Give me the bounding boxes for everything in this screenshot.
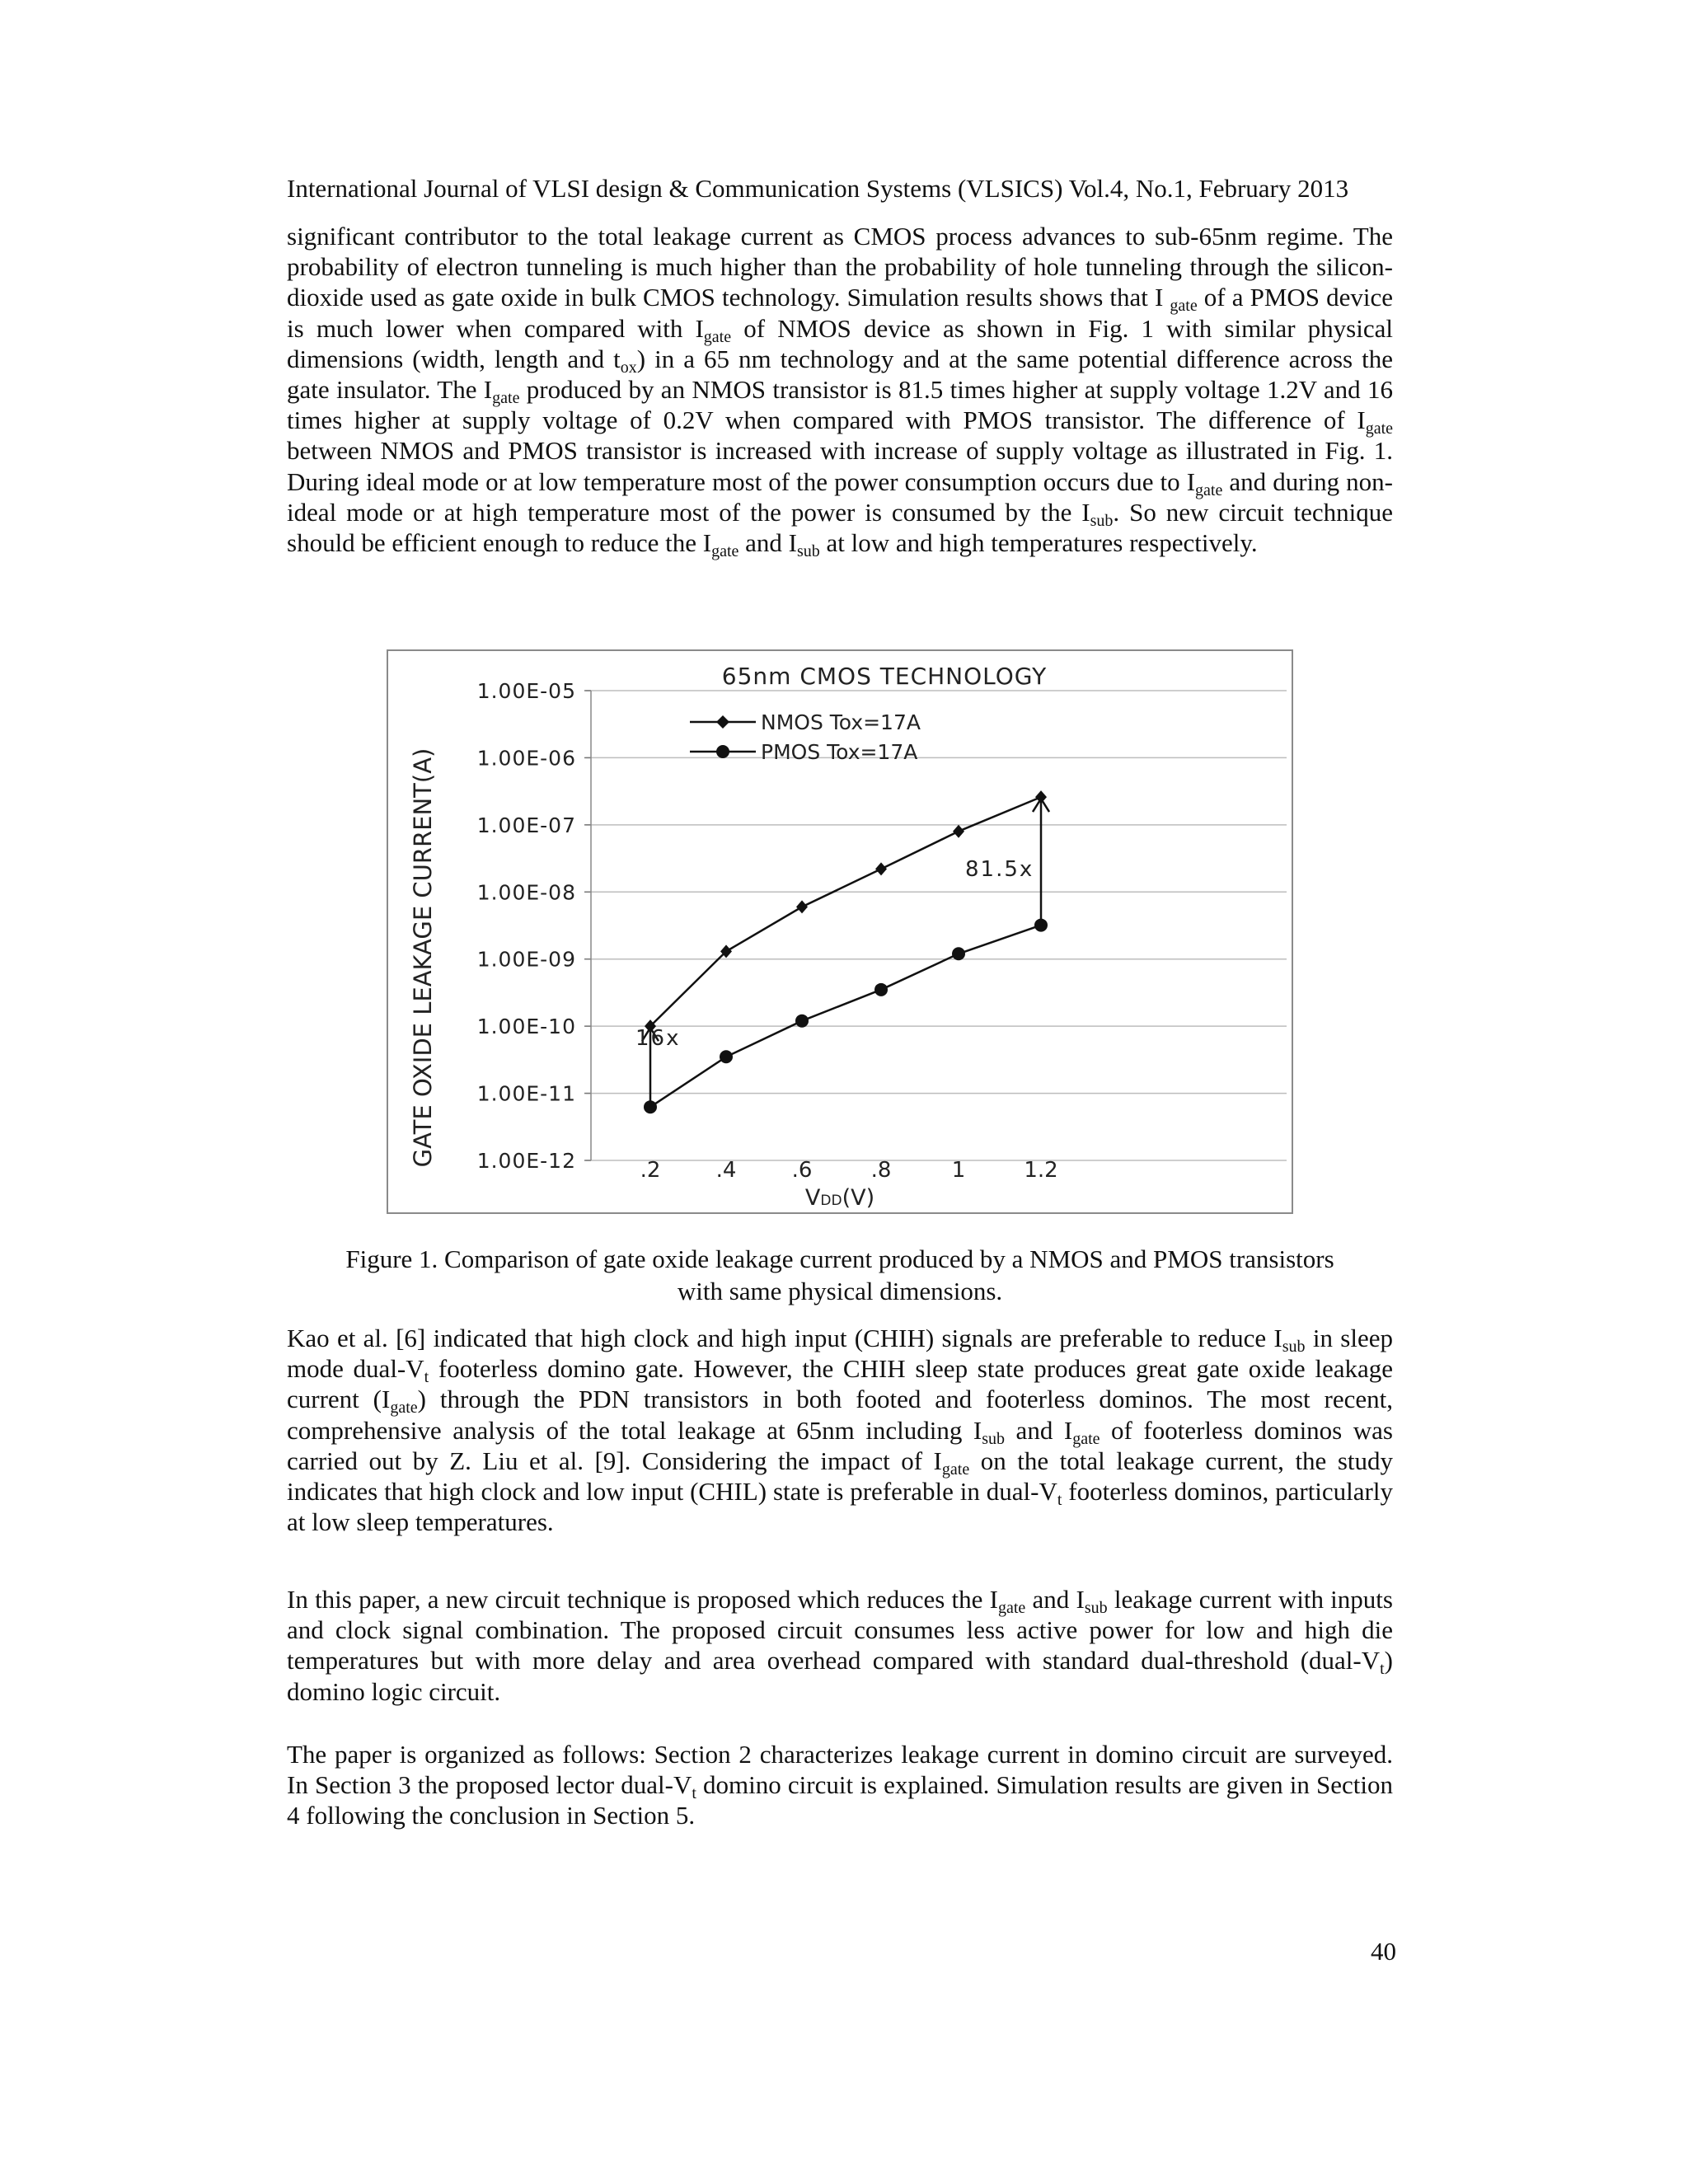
- x-tick-label: .2: [640, 1158, 661, 1183]
- chart-canvas: [388, 651, 1292, 1212]
- y-tick-label: 1.00E-12: [476, 1149, 576, 1173]
- y-tick-label: 1.00E-10: [476, 1015, 576, 1039]
- text-run: of a PMOS device is much lower when compared with I: [287, 283, 1393, 343]
- subscript: t: [1380, 1660, 1385, 1679]
- chart-title: 65nm CMOS TECHNOLOGY: [721, 663, 1048, 690]
- paragraph-related-work: [287, 1323, 1393, 1537]
- data-point-nmos: [875, 862, 887, 875]
- x-tick-label: .4: [715, 1158, 737, 1183]
- text-run: footerless domino gate. However, the CHIH sleep state produces great gate oxide leakage current (I: [287, 1354, 1393, 1414]
- subscript: sub: [1084, 1599, 1108, 1617]
- x-axis-label: [805, 1185, 874, 1211]
- data-point-nmos: [796, 900, 808, 913]
- data-point-pmos: [874, 983, 888, 996]
- legend-label: PMOS Tox=17A: [761, 740, 918, 764]
- text-run: and I: [738, 528, 797, 558]
- subscript: gate: [941, 1460, 970, 1479]
- subscript: gate: [1170, 297, 1198, 316]
- text-run: The paper is organized as follows: Section 2 characterizes leakage current in domino circuit are surveyed. In Section 3 the proposed lector dual-V: [287, 1740, 1393, 1800]
- y-tick-label: 1.00E-09: [476, 947, 576, 972]
- legend-marker-diamond: [716, 715, 729, 729]
- text-run: footerless dominos, particularly at low sleep temperatures.: [287, 1477, 1393, 1537]
- subscript: t: [424, 1368, 429, 1387]
- text-run: domino circuit is explained. Simulation results are given in Section 4 following the conclusion in Section 5.: [287, 1770, 1393, 1830]
- text-run: at low and high temperatures respectively.: [819, 528, 1258, 558]
- figure-1-chart: [387, 649, 1293, 1214]
- text-run: of NMOS device as shown in Fig. 1 with similar physical dimensions (width, length and t: [287, 313, 1393, 373]
- text-run: leakage current with inputs and clock signal combination. The proposed circuit consumes less active power for low and high die temperatures but with more delay and area overhead compared with standard dual-threshold (dual-V: [287, 1585, 1393, 1675]
- text-run: In this paper, a new circuit technique is proposed which reduces the I: [287, 1585, 998, 1614]
- data-point-pmos: [720, 1050, 733, 1063]
- subscript: sub: [796, 542, 820, 561]
- legend-marker-circle: [716, 745, 729, 758]
- subscript: gate: [997, 1599, 1026, 1617]
- x-tick-label: 1: [951, 1158, 966, 1183]
- x-axis-label-main: V: [804, 1185, 821, 1211]
- series-line-circle: [650, 926, 1041, 1108]
- x-axis-label-sub: DD: [820, 1193, 842, 1209]
- subscript: ox: [620, 358, 637, 377]
- text-run: of footerless dominos was carried out by Z. Liu et al. [9]. Considering the impact of I: [287, 1415, 1393, 1475]
- caption-line: Figure 1. Comparison of gate oxide leakage current produced by a NMOS and PMOS transistors: [345, 1244, 1334, 1273]
- page-number: 40: [1371, 1937, 1396, 1966]
- x-tick-label: .6: [791, 1158, 813, 1183]
- y-tick-label: 1.00E-05: [476, 679, 576, 703]
- subscript: gate: [492, 389, 520, 408]
- x-tick-label: .8: [870, 1158, 892, 1183]
- x-axis-label-unit: (V): [842, 1185, 875, 1211]
- subscript: gate: [703, 327, 732, 346]
- text-run: . So new circuit technique should be efficient enough to reduce the I: [287, 497, 1393, 558]
- text-run: significant contributor to the total leakage current as CMOS process advances to sub-65nm regime. The probability of electron tunneling is much higher than the probability of hole tunneling through the silicon- dioxide used as gate oxide in bulk CMOS technology. Simulation results shows that I: [287, 222, 1393, 312]
- paragraph-intro: [287, 221, 1393, 561]
- annotation-81-5x: 81.5x: [965, 857, 1034, 882]
- x-tick-label: 1.2: [1024, 1158, 1058, 1183]
- text-run: ) through the PDN transistors in both footed and footerless dominos. The most recent, comprehensive analysis of the total leakage at 65nm including I: [287, 1385, 1393, 1445]
- subscript: t: [692, 1784, 696, 1803]
- y-tick-label: 1.00E-11: [476, 1081, 576, 1106]
- annotation-16x: 16x: [635, 1026, 681, 1051]
- text-run: ) domino logic circuit.: [287, 1646, 1393, 1706]
- paragraph-organization: [287, 1739, 1393, 1831]
- y-tick-label: 1.00E-08: [476, 880, 576, 905]
- text-run: and I: [1005, 1415, 1073, 1445]
- text-run: on the total leakage current, the study indicates that high clock and low input (CHIL) state is preferable in dual-V: [287, 1446, 1394, 1507]
- subscript: t: [1057, 1491, 1062, 1510]
- data-point-pmos: [795, 1015, 809, 1028]
- subscript: gate: [1072, 1429, 1100, 1448]
- subscript: gate: [390, 1399, 418, 1418]
- text-run: and during non-ideal mode or at high temperature most of the power is consumed by the I: [287, 466, 1393, 527]
- text-run: Kao et al. [6] indicated that high clock and high input (CHIH) signals are preferable to reduce I: [287, 1324, 1282, 1352]
- subscript: sub: [1090, 511, 1114, 530]
- subscript: gate: [711, 542, 739, 561]
- text-run: between NMOS and PMOS transistor is increased with increase of supply voltage as illustrated in Fig. 1. During ideal mode or at low temperature most of the power consumption occurs due to I: [287, 436, 1393, 496]
- text-run: and I: [1025, 1585, 1085, 1614]
- paragraph-proposal: [287, 1584, 1393, 1707]
- data-point-pmos: [952, 947, 965, 960]
- text-run: ) in a 65 nm technology and at the same potential difference across the gate insulator. The I: [287, 344, 1393, 405]
- journal-header: International Journal of VLSI design & Communication Systems (VLSICS) Vol.4, No.1, February 2013: [287, 174, 1349, 203]
- data-point-nmos: [953, 825, 964, 838]
- y-tick-label: 1.00E-06: [476, 746, 576, 771]
- text-run: in sleep mode dual-V: [287, 1324, 1393, 1384]
- caption-line: with same physical dimensions.: [677, 1277, 1003, 1305]
- subscript: sub: [1282, 1338, 1306, 1356]
- text-run: produced by an NMOS transistor is 81.5 times higher at supply voltage 1.2V and 16 times higher at supply voltage of 0.2V when compared with PMOS transistor. The difference of I: [287, 375, 1393, 435]
- subscript: gate: [1365, 419, 1393, 438]
- legend-label: NMOS Tox=17A: [761, 710, 921, 734]
- figure-caption: [287, 1243, 1393, 1307]
- y-axis-title: GATE OXIDE LEAKAGE CURRENT(A): [409, 748, 437, 1168]
- series-line-diamond: [650, 797, 1041, 1026]
- subscript: sub: [982, 1429, 1006, 1448]
- y-tick-label: 1.00E-07: [476, 813, 576, 837]
- subscript: gate: [1195, 480, 1223, 499]
